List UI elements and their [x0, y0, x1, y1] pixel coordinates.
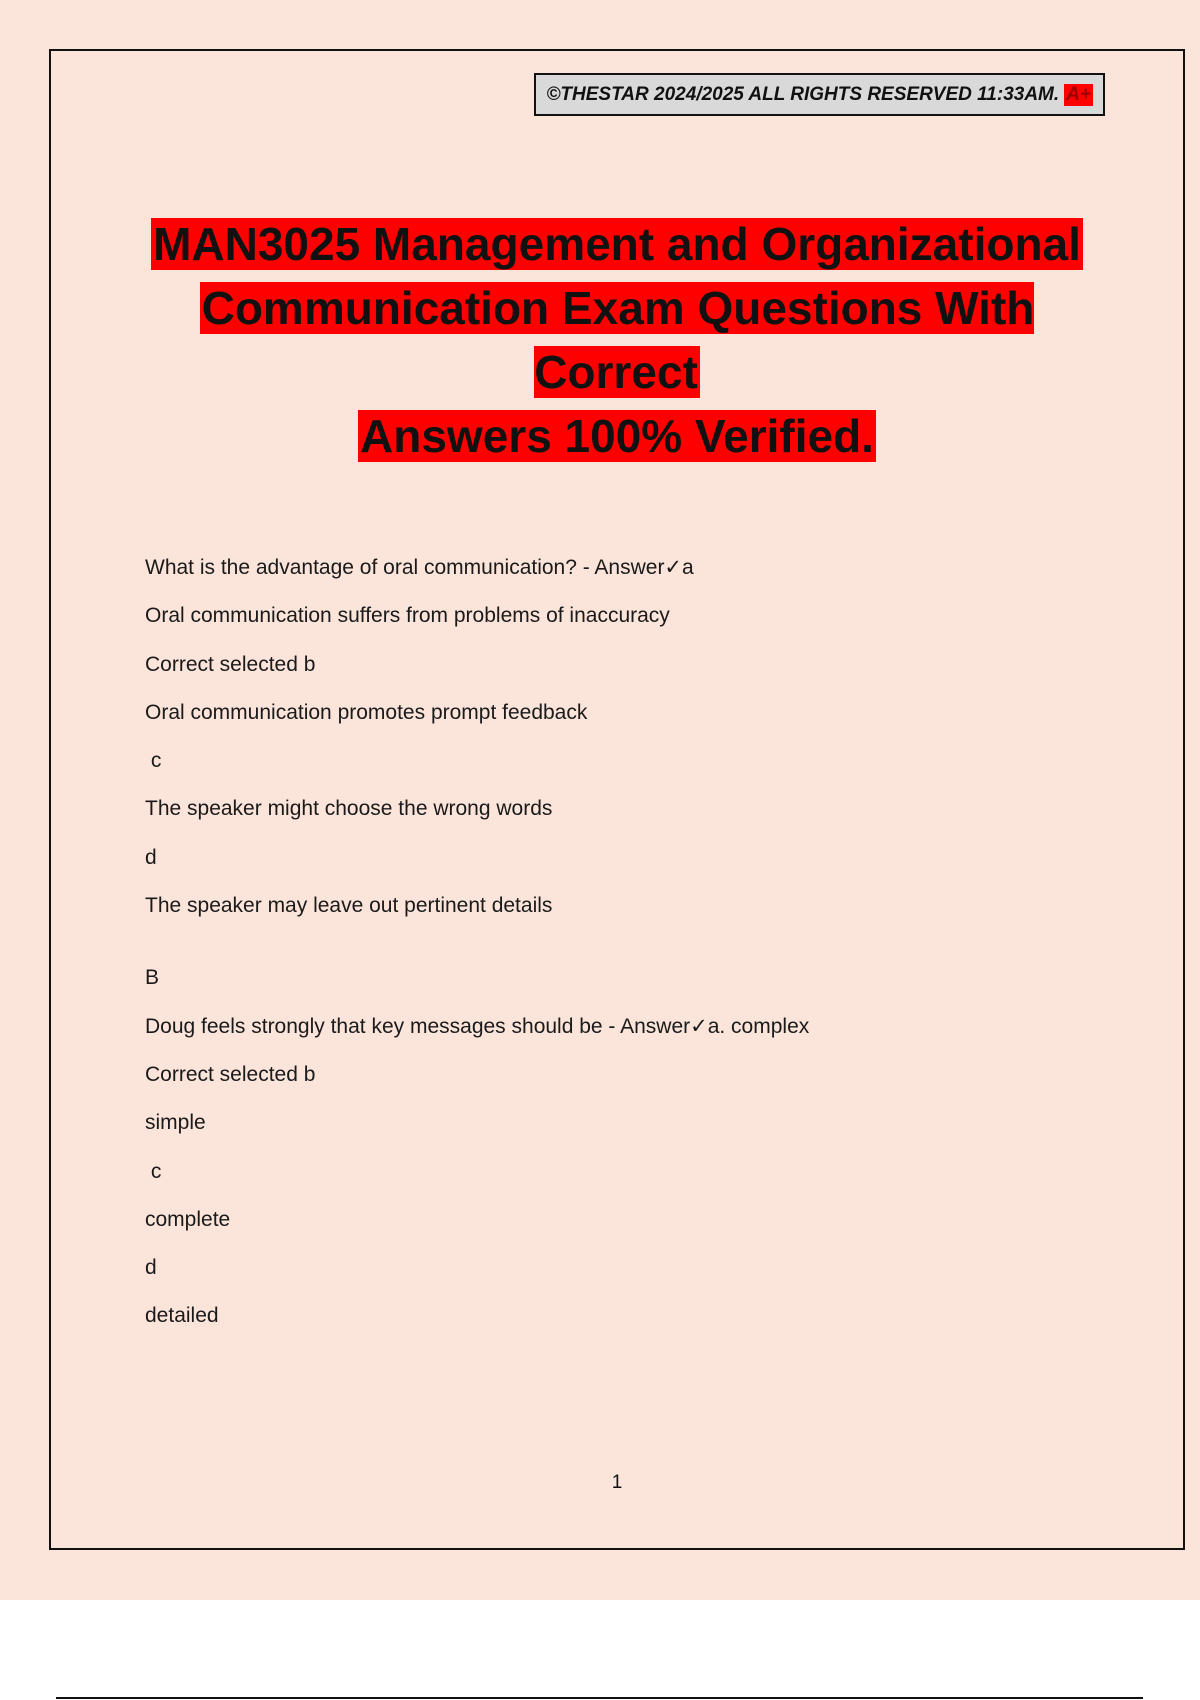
- question-1-line: c: [145, 749, 162, 773]
- question-1-line: Oral communication suffers from problems of inaccuracy: [145, 604, 670, 628]
- copyright-header: [534, 73, 1105, 116]
- question-2-line: complete: [145, 1207, 231, 1231]
- question-1-line: Correct selected b: [145, 652, 316, 676]
- question-2-line: c: [145, 1159, 162, 1183]
- question-1-line: d: [145, 845, 157, 869]
- question-2-line: detailed: [145, 1304, 219, 1328]
- question-2-prompt: Doug feels strongly that key messages should be - Answer✓a. complex: [145, 1014, 810, 1038]
- question-1-line: The speaker might choose the wrong words: [145, 797, 553, 821]
- document-title: [120, 212, 1114, 468]
- question-1-prompt: What is the advantage of oral communication? - Answer✓a: [145, 556, 694, 579]
- page-number: 1: [611, 1472, 623, 1493]
- question-list: [145, 556, 809, 1353]
- grade-badge: A+: [1066, 83, 1091, 105]
- question-2-line: simple: [145, 1111, 206, 1135]
- question-1-line: The speaker may leave out pertinent details: [145, 894, 553, 918]
- bottom-divider: [56, 1697, 1143, 1699]
- title-line-3: Answers 100% Verified.: [360, 410, 874, 462]
- question-1-answer: B: [145, 966, 160, 990]
- question-1-line: Oral communication promotes prompt feedback: [145, 700, 588, 724]
- question-2-line: Correct selected b: [145, 1062, 316, 1086]
- title-line-2: Communication Exam Questions With Correct: [201, 282, 1035, 398]
- title-line-1: MAN3025 Management and Organizational: [153, 218, 1081, 270]
- question-2-line: d: [145, 1256, 157, 1280]
- question-spacer: [145, 918, 809, 966]
- copyright-text: ©THESTAR 2024/2025 ALL RIGHTS RESERVED 11:33AM.: [546, 83, 1060, 105]
